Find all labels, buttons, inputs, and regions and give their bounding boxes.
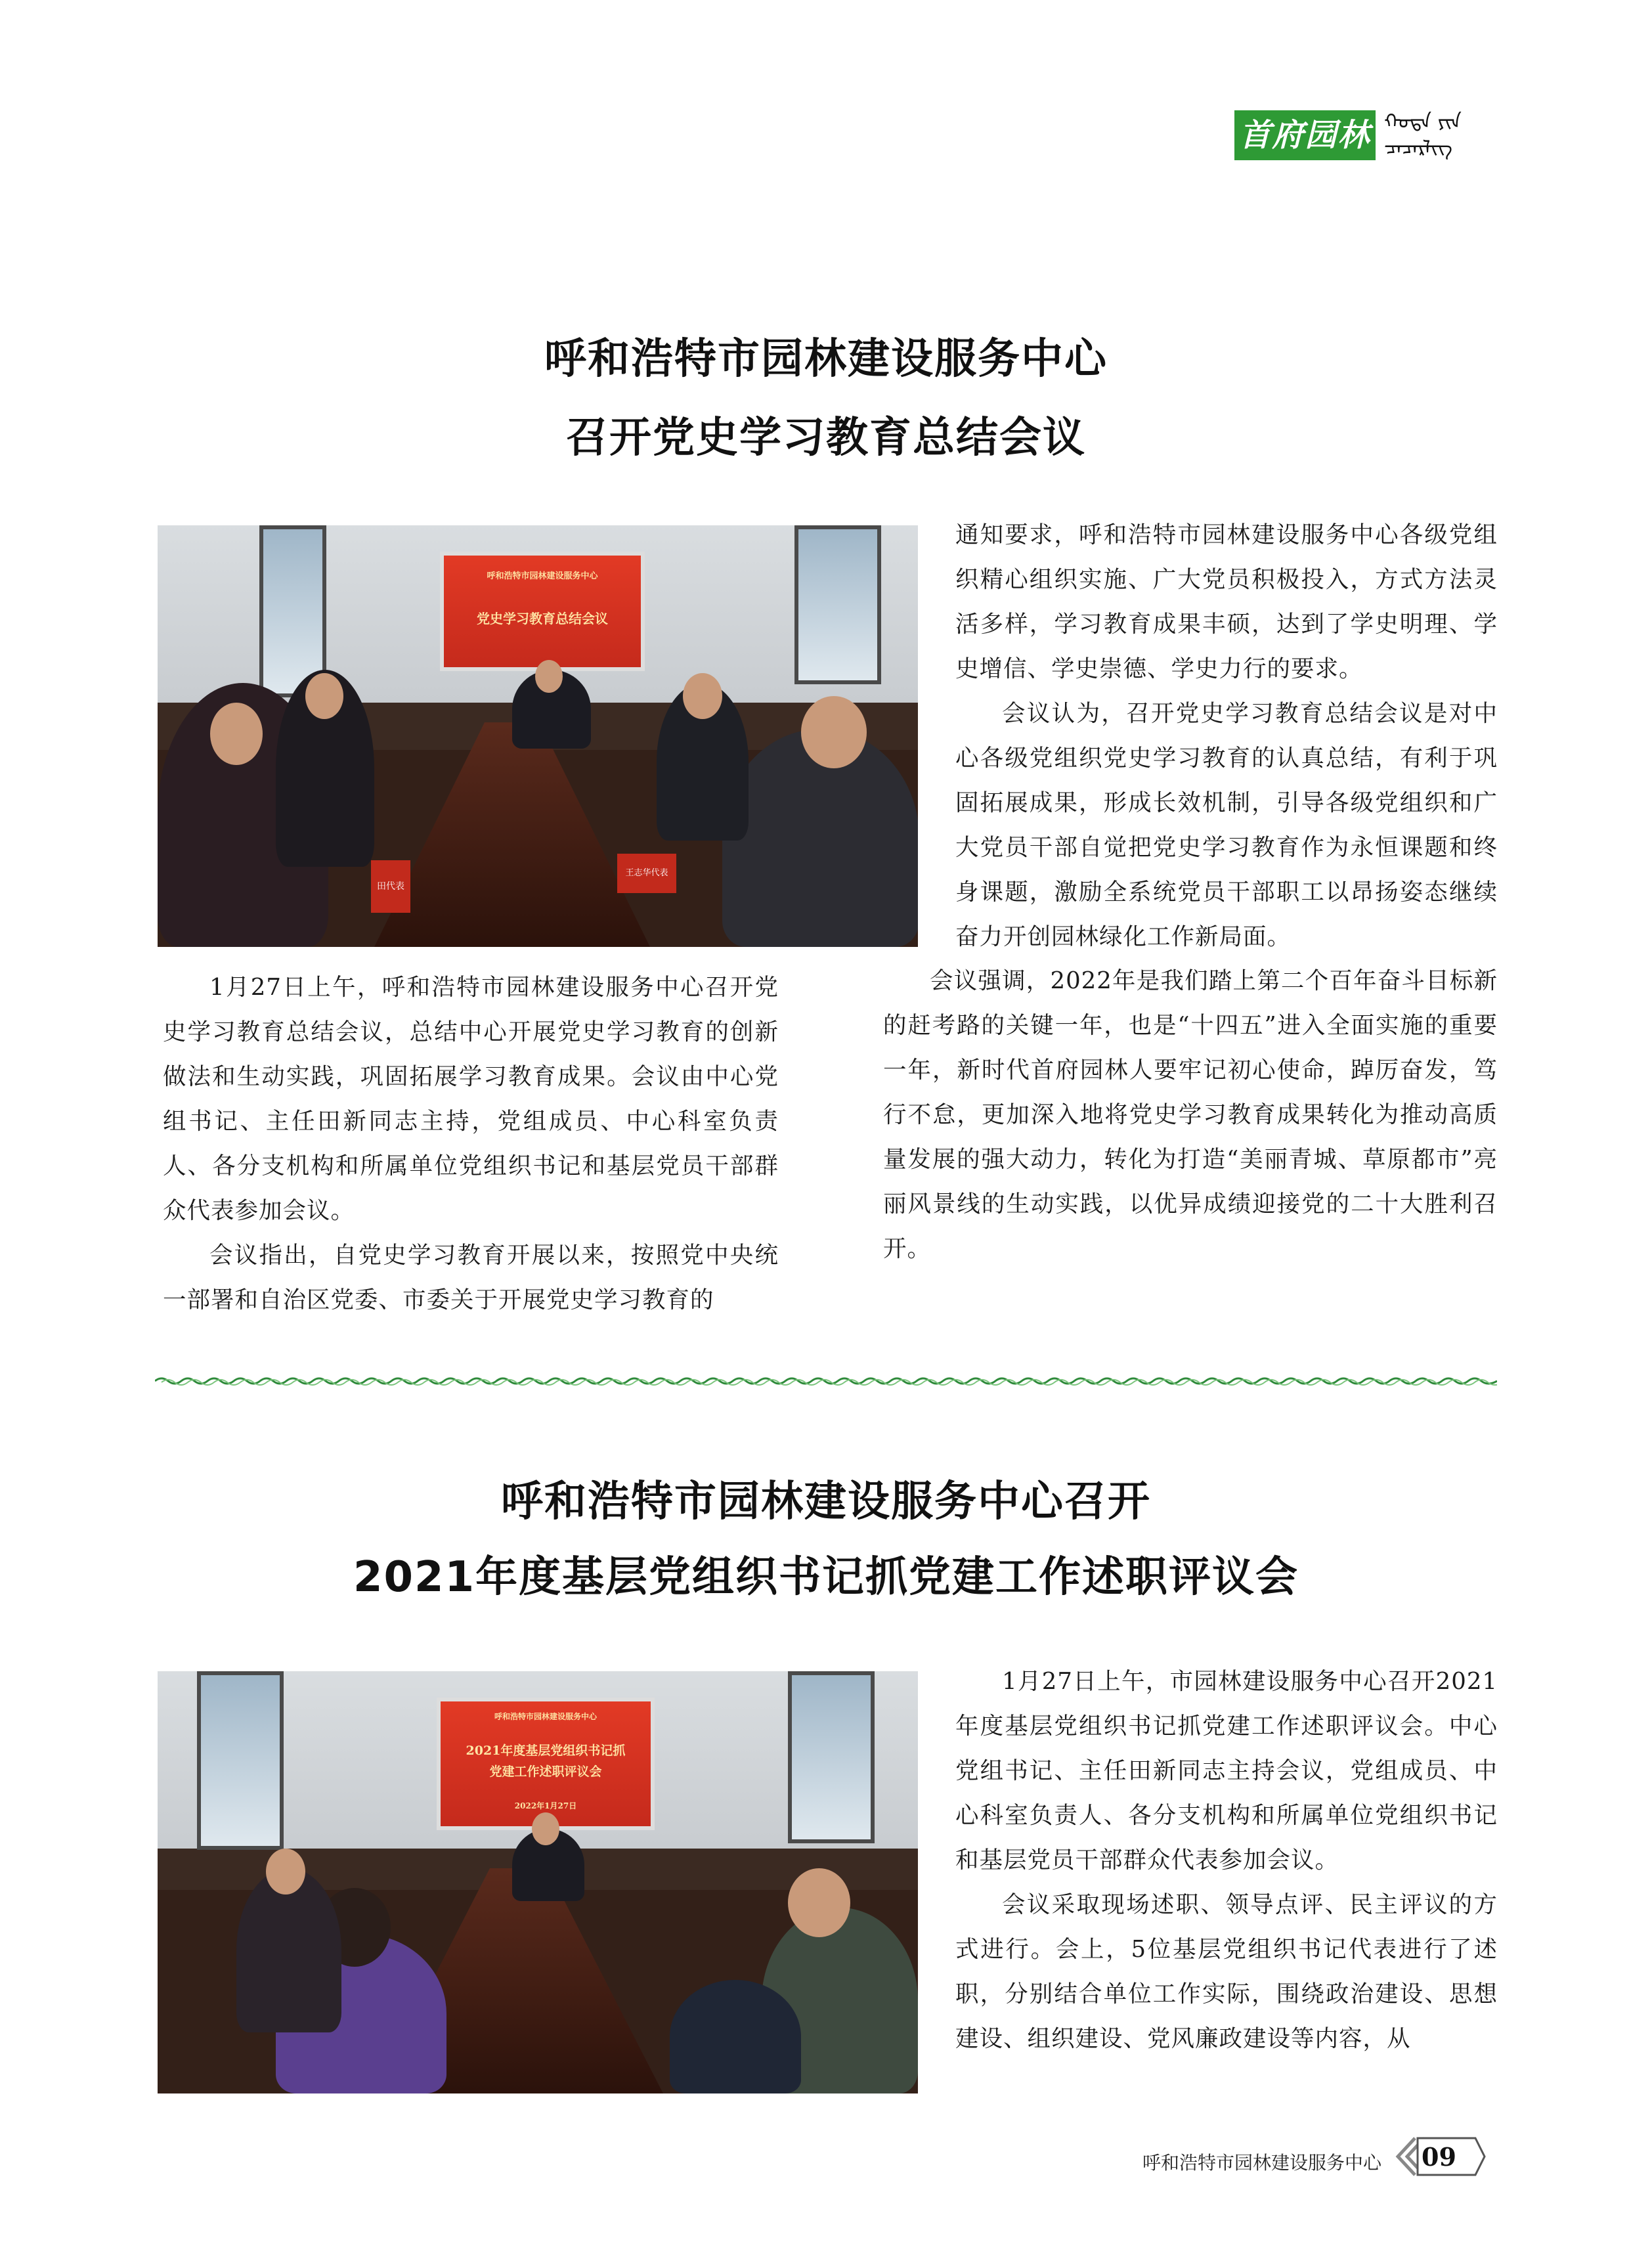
screen-text-line1: 呼和浩特市园林建设服务中心 — [494, 1712, 597, 1721]
screen-text-line2: 2021年度基层党组织书记抓 — [466, 1743, 626, 1758]
magazine-logo: 首府园林 — [1234, 110, 1376, 160]
article1-paragraph: 会议指出，自党史学习教育开展以来，按照党中央统一部署和自治区党委、市委关于开展党史学习教育的 — [163, 1242, 779, 1313]
nameplate: 王志华代表 — [617, 854, 676, 893]
article2-meeting-photo — [158, 1671, 918, 2093]
attendee-head — [535, 660, 563, 693]
projection-screen — [437, 1698, 655, 1830]
screen-text-line2: 党史学习教育总结会议 — [477, 611, 608, 626]
article2-title-line2: 2021年度基层党组织书记抓党建工作述职评议会 — [353, 1553, 1299, 1602]
screen-text-line3: 党建工作述职评议会 — [489, 1764, 602, 1779]
screen-text-line1: 呼和浩特市园林建设服务中心 — [487, 571, 598, 581]
article1-left-column — [163, 965, 779, 1323]
article1-meeting-photo — [158, 525, 918, 947]
screen-text-line4: 2022年1月27日 — [514, 1801, 577, 1810]
article2-paragraph: 1月27日上午，市园林建设服务中心召开2021年度基层党组织书记抓党建工作述职评议会。中心党组书记、主任田新同志主持会议，党组成员、中心科室负责人、各分支机构和所属单位党组织书记和基层党员干部群众代表参加会议。 — [955, 1668, 1498, 1874]
article2-right-column — [955, 1659, 1498, 2061]
article1-right-column-bottom — [883, 959, 1498, 1271]
article1-paragraph: 会议强调，2022年是我们踏上第二个百年奋斗目标新的赶考路的关键一年，也是“十四五”进入全面实施的重要一年，新时代首府园林人要牢记初心使命，踔厉奋发，笃行不怠，更加深入地将党史学习教育成果转化为推动高质量发展的强大动力，转化为打造“美丽青城、草原都市”亮丽风景线的生动实践，以优异成绩迎接党的二十大胜利召开。 — [883, 967, 1498, 1262]
projection-screen — [440, 552, 645, 671]
attendee-head — [801, 696, 867, 768]
nameplate: 田代表 — [371, 860, 410, 913]
attendee-head — [532, 1812, 559, 1845]
article1-paragraph: 1月27日上午，呼和浩特市园林建设服务中心召开党史学习教育总结会议，总结中心开展党史学习教育的创新做法和生动实践，巩固拓展学习教育成果。会议由中心党组书记、主任田新同志主持，党组成员、中心科室负责人、各分支机构和所属单位党组织书记和基层党员干部群众代表参加会议。 — [163, 974, 779, 1224]
footer-org-name: 呼和浩特市园林建设服务中心 — [1142, 2152, 1382, 2174]
attendee-head — [266, 1849, 305, 1895]
photo-window — [788, 1671, 875, 1843]
article1-right-column-top — [955, 513, 1498, 959]
attendee-head — [788, 1868, 850, 1937]
attendee-head — [305, 673, 343, 719]
article1-title-line2: 召开党史学习教育总结会议 — [566, 414, 1086, 462]
article2-paragraph: 会议采取现场述职、领导点评、民主评议的方式进行。会上，5位基层党组织书记代表进行了述职，分别结合单位工作实际，围绕政治建设、思想建设、组织建设、党风廉政建设等内容，从 — [955, 1891, 1498, 2052]
page-number-badge — [1395, 2136, 1487, 2178]
article1-paragraph: 通知要求，呼和浩特市园林建设服务中心各级党组织精心组织实施、广大党员积极投入，方式方法灵活多样，学习教育成果丰硕，达到了学史明理、学史增信、学史崇德、学史力行的要求。 — [955, 521, 1498, 682]
article2-title-line1: 呼和浩特市园林建设服务中心召开 — [501, 1478, 1151, 1526]
attendee — [670, 1980, 801, 2093]
article1-paragraph: 会议认为，召开党史学习教育总结会议是对中心各级党组织党史学习教育的认真总结，有利于巩固拓展成果，形成长效机制，引导各级党组织和广大党员干部自觉把党史学习教育作为永恒课题和终身课题，激励全系统党员干部职工以昂扬姿态继续奋力开创园林绿化工作新局面。 — [955, 700, 1498, 950]
attendee-head — [210, 703, 263, 765]
photo-window — [794, 525, 881, 684]
page-number: 09 — [1422, 2142, 1456, 2172]
attendee-head — [683, 673, 722, 719]
wavy-divider — [155, 1376, 1497, 1386]
photo-window — [197, 1671, 284, 1850]
article1-title-line1: 呼和浩特市园林建设服务中心 — [544, 335, 1108, 383]
mongolian-script-label: ᠬᠣᠲᠠ ᠶᠢᠨ ᠴᠡᠴᠡᠷᠯᠢᠭ — [1384, 110, 1462, 160]
